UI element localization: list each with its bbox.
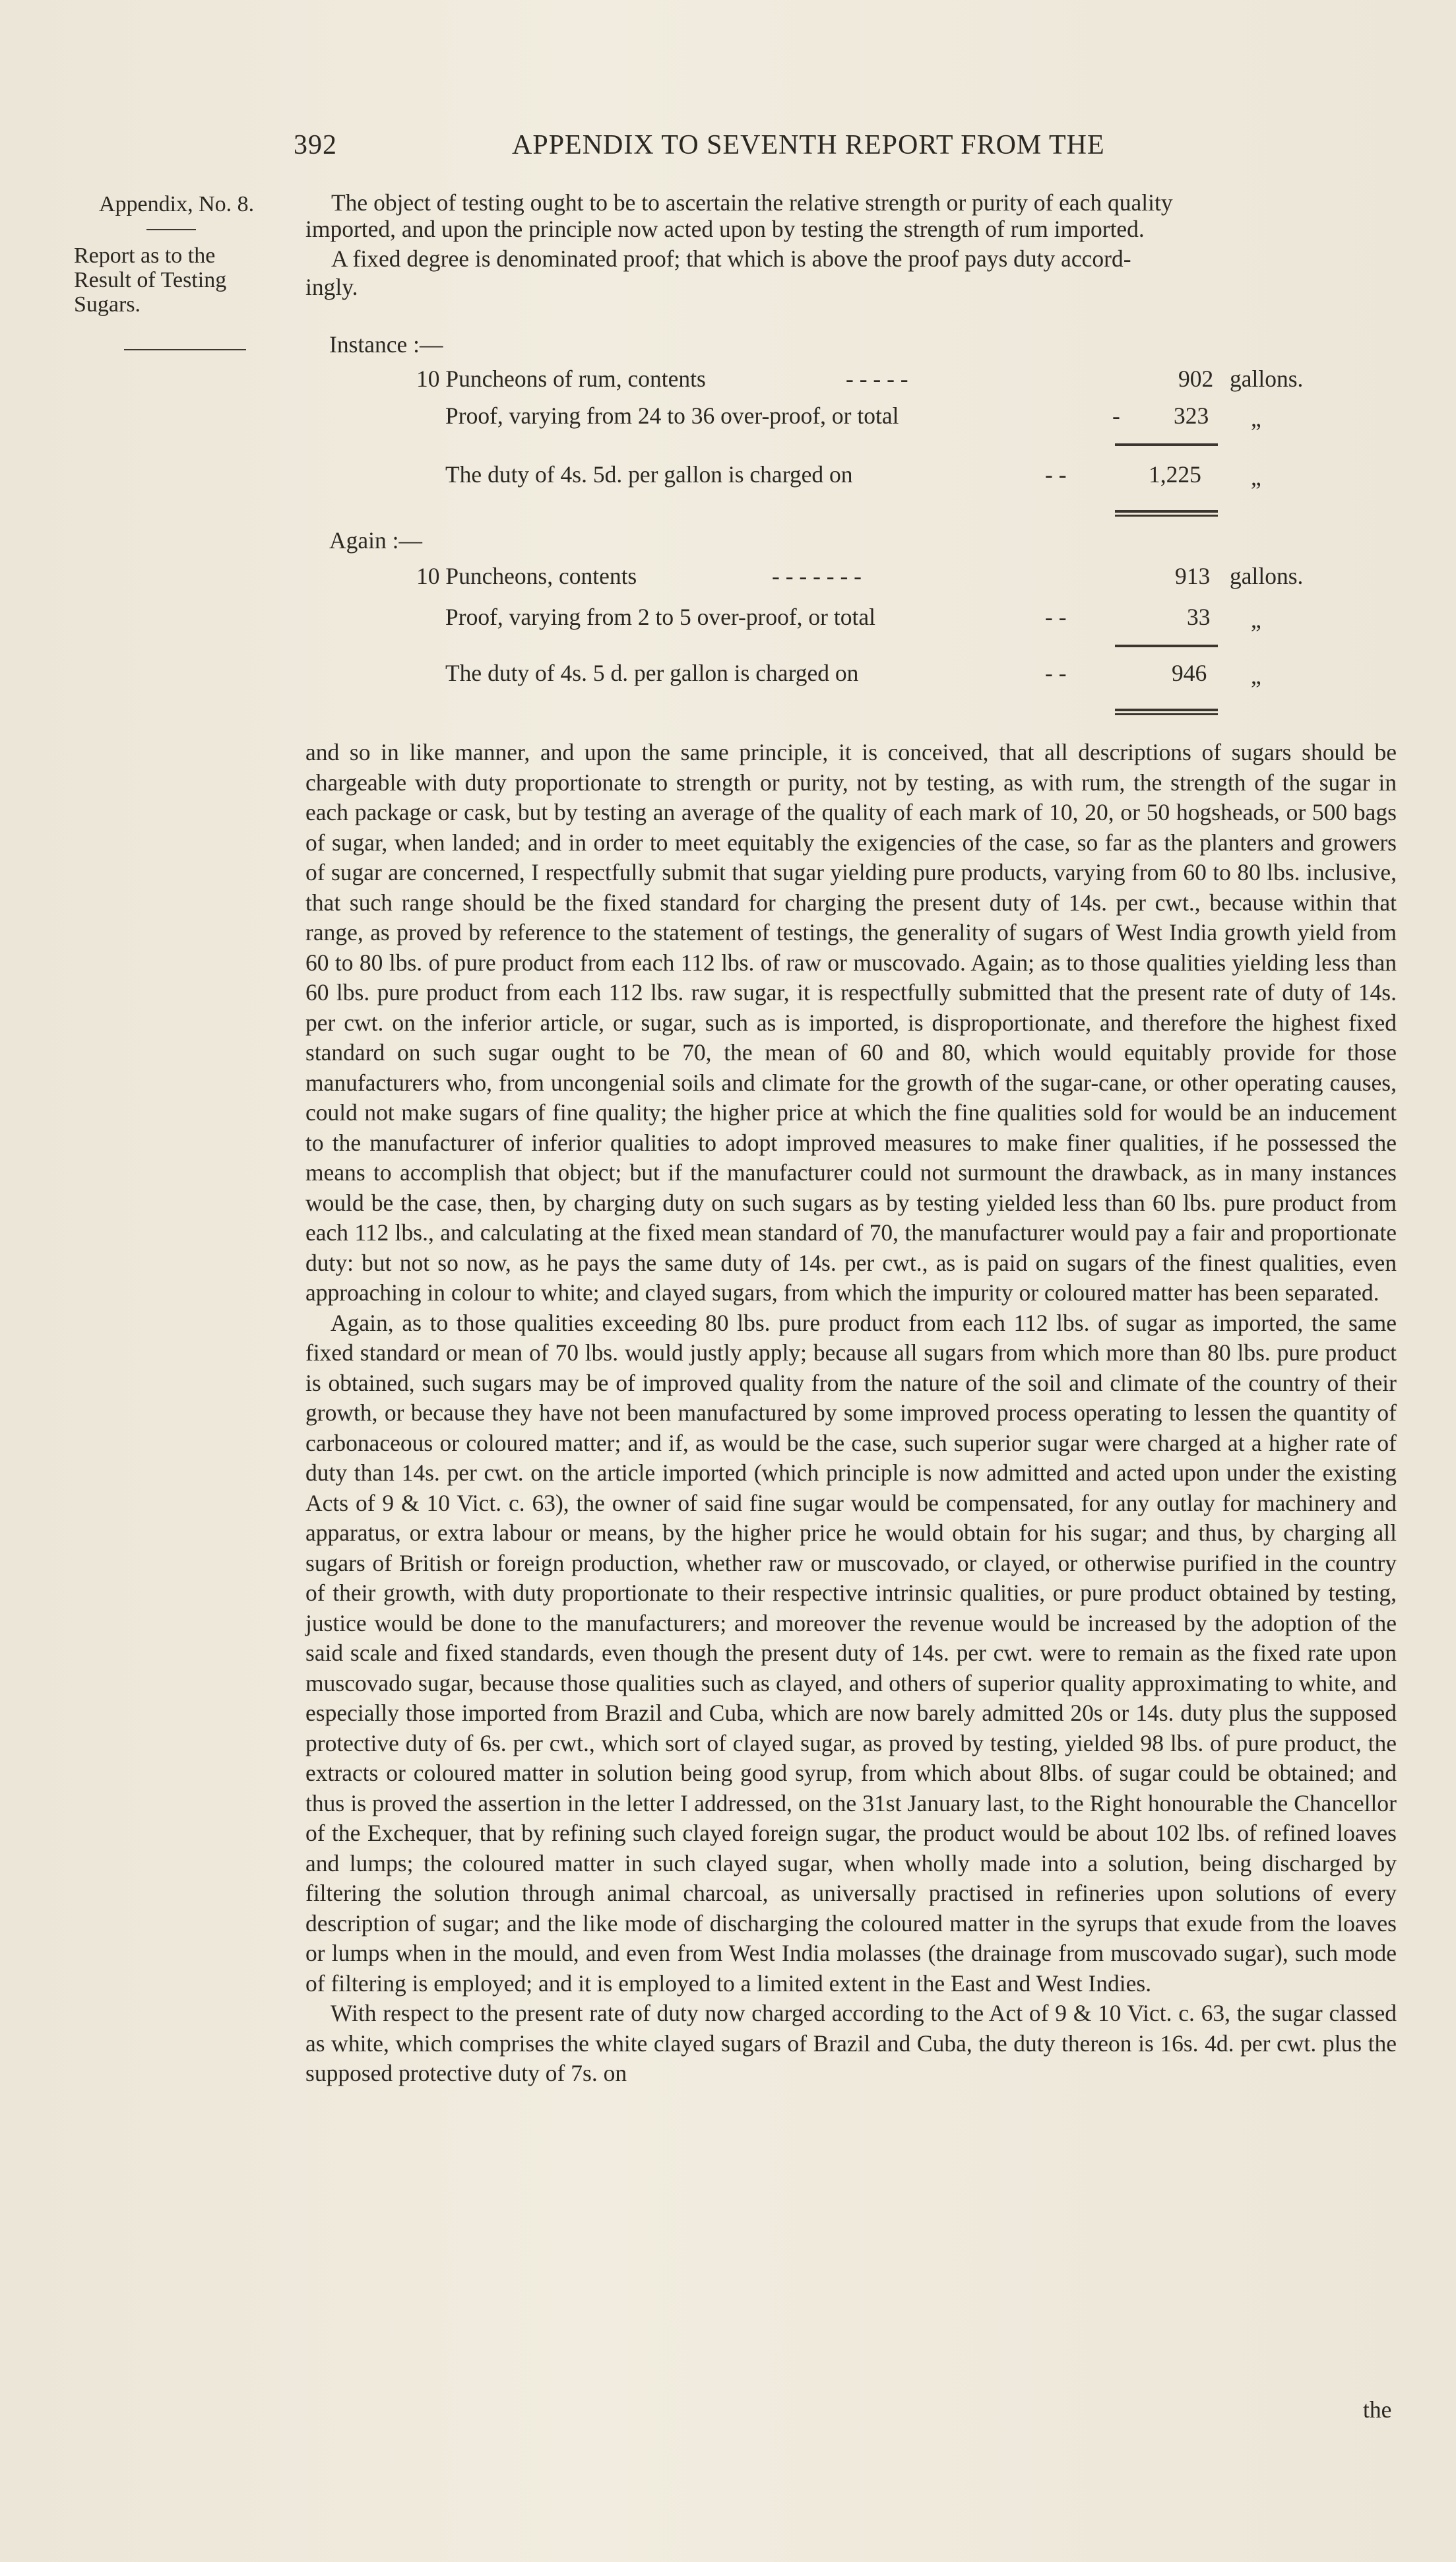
again-row-1-value: 913: [1175, 563, 1211, 589]
instance-row-2-dashes: -: [1112, 402, 1120, 429]
running-title: APPENDIX TO SEVENTH REPORT FROM THE: [512, 130, 1105, 160]
instance-row-1-value: 902: [1178, 366, 1214, 392]
intro-line-4: ingly.: [305, 274, 358, 300]
again-row-2-label: Proof, varying from 2 to 5 over-proof, or total: [445, 604, 875, 630]
margin-short-rule: [146, 229, 196, 230]
intro-line-2: imported, and upon the principle now acted upon by testing the strength of rum imported.: [305, 216, 1145, 242]
instance-total-unit: „: [1251, 464, 1261, 490]
instance-row-2-value: 323: [1174, 402, 1209, 429]
again-total-rule-2: [1115, 713, 1218, 715]
instance-sum-rule: [1115, 443, 1218, 446]
margin-appendix-ref: Appendix, No. 8.: [99, 192, 255, 216]
instance-total-rule-1: [1115, 510, 1218, 513]
again-row-2-dashes: - -: [1045, 604, 1067, 630]
again-total-dashes: - -: [1045, 660, 1067, 686]
paragraph-3: With respect to the present rate of duty now charged according to the Act of 9 & 10 Vict. c. 63, the sugar classed as white, which comprises the white clayed sugars of Brazil and Cuba, the duty thereon is 16s. 4d. per cwt. plus the supposed protective duty of 7s. on: [305, 2000, 1397, 2086]
instance-row-1-label: 10 Puncheons of rum, contents: [416, 366, 706, 392]
body-text: [305, 738, 1397, 2089]
again-heading: Again :—: [329, 527, 422, 554]
margin-divider: [124, 349, 246, 350]
again-total-rule-1: [1115, 709, 1218, 711]
margin-note-line2: Result of Testing: [74, 268, 227, 292]
intro-line-3: A fixed degree is denominated proof; that which is above the proof pays duty accord-: [331, 245, 1131, 272]
instance-total-rule-2: [1115, 515, 1218, 517]
again-total-label: The duty of 4s. 5 d. per gallon is charged on: [445, 660, 859, 686]
paragraph-2: Again, as to those qualities exceeding 80 lbs. pure product from each 112 lbs. of sugar as imported, the same fixed standard or mean of 70 lbs. would justly apply; because all sugars from which more than 80 lbs. pure product is obtained, such sugars may be of improved quality from the nature of the soil and climate of the country of their growth, or because they have not been manufactured by some improved process operating to lessen the quantity of carbonaceous or coloured matter; and if, as would be the case, such superior sugar were charged at a higher rate of duty than 14s. per cwt. on the article imported (which principle is now admitted and acted upon under the existing Acts of 9 & 10 Vict. c. 63), the owner of said fine sugar would be compensated, for any outlay for machinery and apparatus, or extra labour or means, by the higher price he would obtain for his sugar; and thus, by charging all sugars of British or foreign production, whether raw or muscovado, or clayed, or otherwise purified in the country of their growth, with duty proportionate to their respective intrinsic qualities, or pure product obtained by testing, justice would be done to the manufacturers; and moreover the revenue would be increased by the adoption of the said scale and fixed standards, even though the present duty of 14s. per cwt. were to remain as the fixed rate upon muscovado sugar, because those qualities such as clayed, and others of superior quality approximating to white, and especially those imported from Brazil and Cuba, which are now barely admitted 20s or 14s. duty plus the supposed protective duty of 6s. per cwt., which sort of clayed sugar, as proved by testing, yielded 98 lbs. of pure product, the extracts or coloured matter in solution being good syrup, from which about 8lbs. of sugar could be obtained; and thus is proved the assertion in the letter I addressed, on the 31st January last, to the Right honourable the Chancellor of the Exchequer, that by refining such clayed foreign sugar, the product would be about 102 lbs. of refined loaves and lumps; the coloured matter in such clayed sugar, when wholly made into a solution, being discharged by filtering the solution through animal charcoal, as universally practised in refineries upon solutions of every description of sugar; and the like mode of discharging the coloured matter in the syrups that exude from the loaves or lumps when in the mould, and even from West India molasses (the drainage from muscovado sugar), such mode of filtering is employed; and it is employed to a limited extent in the East and West Indies.: [305, 1309, 1397, 1997]
instance-row-1-dashes: - - - - -: [846, 366, 908, 392]
instance-row-2-label: Proof, varying from 24 to 36 over-proof, or total: [445, 402, 899, 429]
instance-heading: Instance :—: [329, 331, 443, 358]
instance-total-label: The duty of 4s. 5d. per gallon is charged on: [445, 461, 853, 488]
paragraph-1: and so in like manner, and upon the same principle, it is conceived, that all descriptions of sugars should be chargeable with duty proportionate to strength or purity, not by testing, as with rum, the strength of the sugar in each package or cask, but by testing an average of the quality of each mark of 10, 20, or 50 hogsheads, or 500 bags of sugar, when landed; and in order to meet equitably the exigencies of the case, so far as the planters and growers of sugar are concerned, I respectfully submit that sugar yielding pure products, varying from 60 to 80 lbs. inclusive, that such range should be the fixed standard for charging the present duty of 14s. per cwt., because within that range, as proved by reference to the statement of testings, the generality of sugars of West India growth yield from 60 to 80 lbs. of pure product from each 112 lbs. of raw or muscovado. Again; as to those qualities yielding less than 60 lbs. pure product from each 112 lbs. raw sugar, it is respectfully submitted that the present rate of duty of 14s. per cwt. on the inferior article, or sugar, such as is imported, is disproportionate, and therefore the highest fixed standard on such sugar ought to be 70, the mean of 60 and 80, which would equitably provide for those manufacturers who, from uncongenial soils and climate for the growth of the sugar-cane, or other operating causes, could not make sugars of fine quality; the higher price at which the fine qualities sold for would be an inducement to the manufacturer of inferior qualities to adopt improved measures to make finer qualities, if he possessed the means to accomplish that object; but if the manufacturer could not surmount the drawback, as in many instances would be the case, then, by charging duty on such sugars as by testing yielded less than 60 lbs. pure product from each 112 lbs., and calculating at the fixed mean standard of 70, the manufacturer would pay a fair and proportionate duty: but not so now, as he pays the same duty of 14s. per cwt., as is paid on sugars of the finest qualities, even approaching in colour to white; and clayed sugars, from which the impurity or coloured matter has been separated.: [305, 739, 1397, 1306]
margin-note-line3: Sugars.: [74, 292, 141, 317]
again-total-value: 946: [1172, 660, 1207, 686]
instance-total-dashes: - -: [1045, 461, 1067, 488]
margin-note-line1: Report as to the: [74, 243, 216, 268]
instance-total-value: 1,225: [1149, 461, 1201, 488]
again-sum-rule: [1115, 645, 1218, 647]
again-row-1-dashes: - - - - - - -: [772, 563, 862, 589]
again-row-1-unit: gallons.: [1230, 563, 1304, 589]
intro-line-1: The object of testing ought to be to ascertain the relative strength or purity of each quality: [331, 189, 1173, 216]
again-row-1-label: 10 Puncheons, contents: [416, 563, 637, 589]
instance-row-2-unit: „: [1251, 405, 1261, 432]
page-number: 392: [294, 130, 337, 160]
instance-row-1-unit: gallons.: [1230, 366, 1304, 392]
again-total-unit: „: [1251, 662, 1261, 689]
catchword: the: [1363, 2396, 1392, 2423]
again-row-2-unit: „: [1251, 606, 1261, 633]
again-row-2-value: 33: [1187, 604, 1211, 630]
